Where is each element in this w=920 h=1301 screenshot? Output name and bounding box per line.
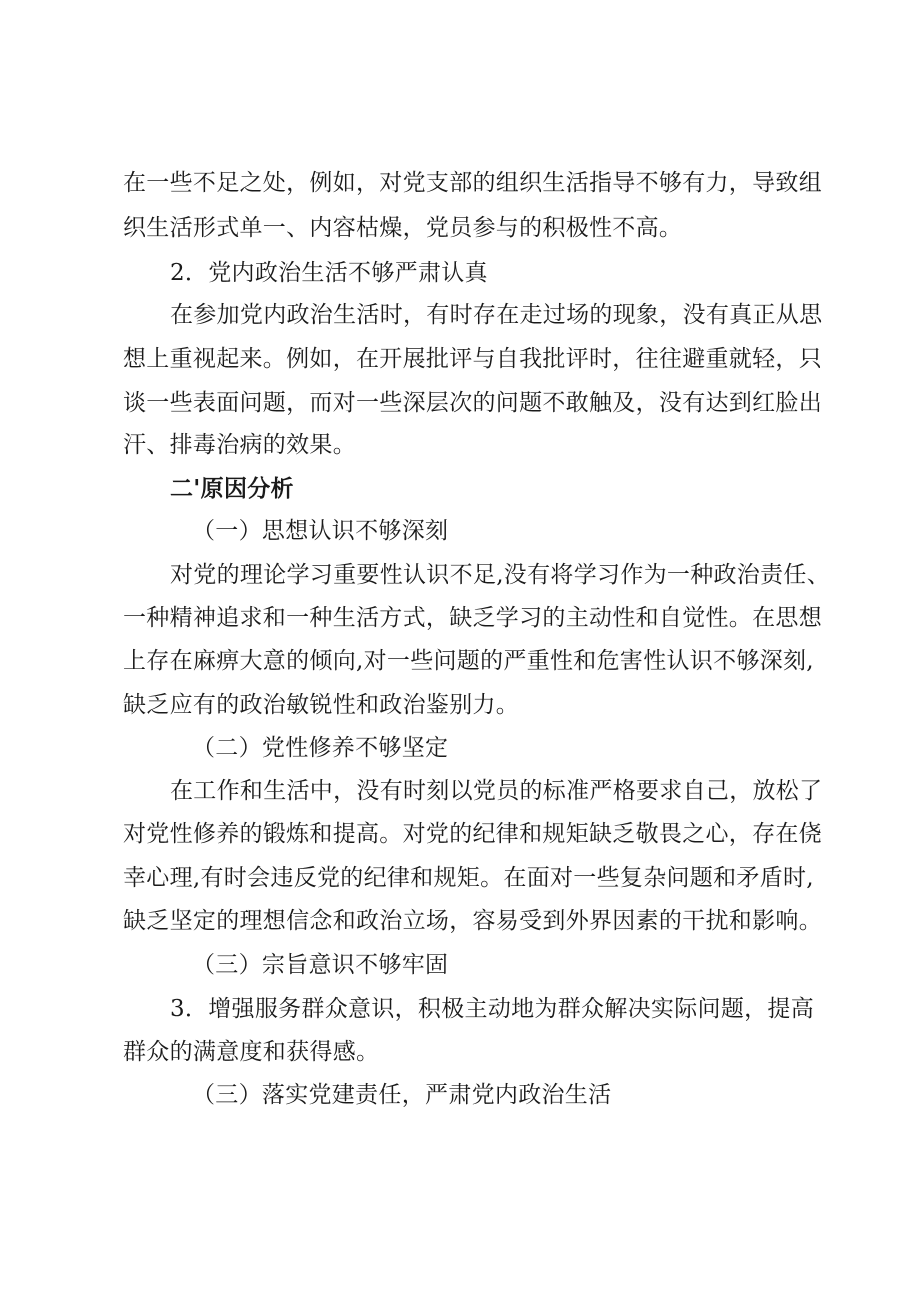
paragraph-line: 在参加党内政治生活时，有时存在走过场的现象，没有真正从思 [170,302,823,328]
numbered-subheading: 2．党内政治生活不够严肃认真 [170,260,488,286]
subsection-heading: （一）思想认识不够深刻 [192,518,449,544]
numbered-paragraph-line: 3．增强服务群众意识，积极主动地为群众解决实际问题，提高 [170,996,815,1022]
paragraph-line: 对党性修养的锻炼和提高。对党的纪律和规矩缺乏敬畏之心，存在侥 [123,821,822,847]
paragraph-line: 在工作和生活中，没有时刻以党员的标准严格要求自己，放松了 [170,778,823,804]
paragraph-line: 上存在麻痹大意的倾向,对一些问题的严重性和危害性认识不够深刻, [123,648,814,674]
paragraph-line: 群众的满意度和获得感。 [123,1039,380,1065]
subsection-heading: （三）落实党建责任，严肃党内政治生活 [192,1082,612,1108]
subsection-heading: （二）党性修养不够坚定 [192,735,449,761]
paragraph-line: 缺乏坚定的理想信念和政治立场，容易受到外界因素的干扰和影响。 [123,908,822,934]
paragraph-line: 幸心理,有时会违反党的纪律和规矩。在面对一些复杂问题和矛盾时, [123,865,814,891]
paragraph-line: 一种精神追求和一种生活方式，缺乏学习的主动性和自觉性。在思想 [123,605,822,631]
paragraph-line: 织生活形式单一、内容枯燥，党员参与的积极性不高。 [123,215,683,241]
section-heading: 二'原因分析 [170,476,294,502]
paragraph-line: 缺乏应有的政治敏锐性和政治鉴别力。 [123,692,520,718]
paragraph-line: 谈一些表面问题，而对一些深层次的问题不敢触及，没有达到红脸出 [123,390,822,416]
paragraph-line: 想上重视起来。例如，在开展批评与自我批评时，往往避重就轻，只 [123,346,822,372]
subsection-heading: （三）宗旨意识不够牢固 [192,952,449,978]
paragraph-line: 在一些不足之处，例如，对党支部的组织生活指导不够有力，导致组 [123,170,822,196]
paragraph-line: 对党的理论学习重要性认识不足,没有将学习作为一种政治责任、 [170,562,831,588]
paragraph-line: 汗、排毒治病的效果。 [123,432,356,458]
